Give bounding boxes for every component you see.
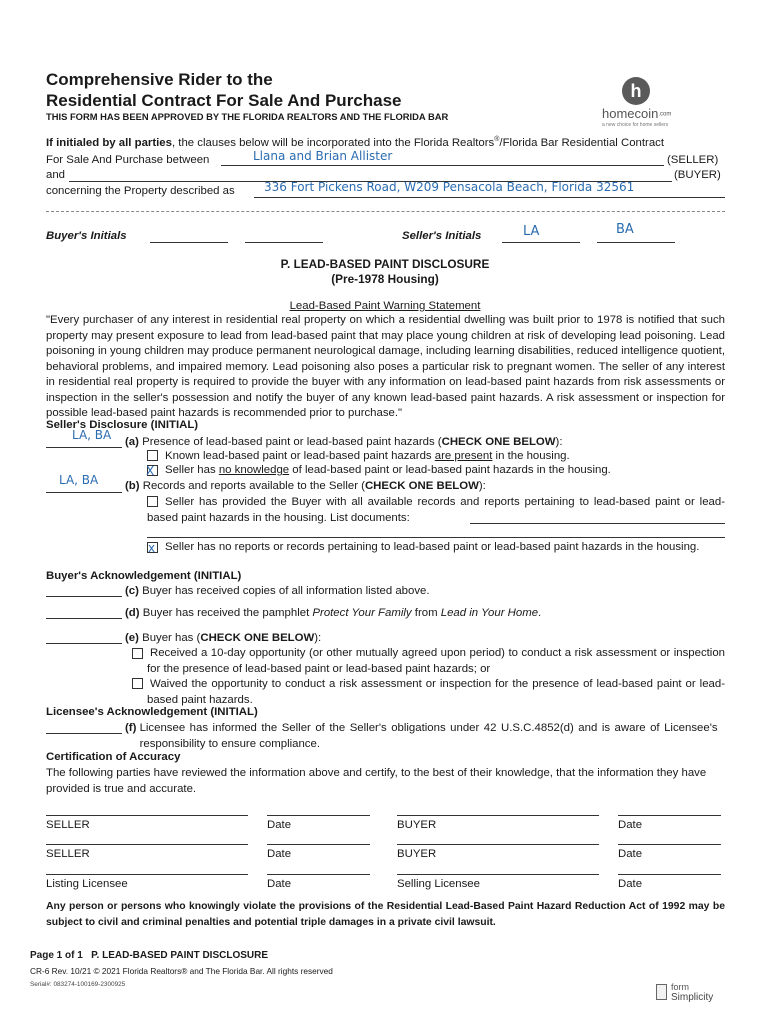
form-title-line1: Comprehensive Rider to the <box>46 70 273 89</box>
d-text-1: Buyer has received the pamphlet <box>142 607 313 619</box>
b-text-2: ): <box>478 480 486 492</box>
sig2-left-label: SELLER <box>46 848 90 860</box>
sig2-right-date: Date <box>618 848 643 860</box>
a-opt1-checkbox[interactable] <box>147 450 158 461</box>
fs-brand-2: Simplicity <box>671 992 714 1003</box>
logo-circle <box>622 77 650 105</box>
f-item <box>125 721 725 752</box>
footer-page <box>30 950 268 961</box>
sig1-right-date: Date <box>618 819 643 831</box>
logo-suffix: .com <box>658 111 672 118</box>
footer-rev: CR-6 Rev. 10/21 © 2021 Florida Realtors® and The Florida Bar. All rights reserved <box>30 966 333 976</box>
sig3-right-label: Selling Licensee <box>397 878 480 890</box>
d-label: (d) <box>125 607 140 619</box>
sig1-left-date-line[interactable] <box>267 815 370 816</box>
sig1-right-label: BUYER <box>397 819 437 831</box>
sig1-left-label: SELLER <box>46 819 90 831</box>
b-question <box>125 480 486 492</box>
homecoin-logo <box>596 77 676 132</box>
intro-bold-lead: If initialed by all parties <box>46 136 172 149</box>
e-text-2: ): <box>314 632 322 644</box>
a-opt2-check-mark: X <box>146 464 155 478</box>
sig3-left-date: Date <box>267 878 292 890</box>
for-sale-label: For Sale And Purchase between <box>46 154 210 166</box>
sig3-left-date-line[interactable] <box>267 874 370 875</box>
section-heading <box>0 257 770 287</box>
sig1-right-date-line[interactable] <box>618 815 721 816</box>
property-label: concerning the Property described as <box>46 185 235 197</box>
e-label: (e) <box>125 632 139 644</box>
certification-heading: Certification of Accuracy <box>46 751 181 763</box>
sig2-right-line[interactable] <box>397 844 599 845</box>
a-opt1-under: are present <box>434 450 493 462</box>
a-opt2 <box>165 464 611 476</box>
warning-text: "Every purchaser of any interest in residential real property on which a residential dwelling was built prior to 1978 is notified that such property may present exposure to lead from lead-based paint that may place young children at risk of developing lead poisoning. Lead poisoning in young children may produce permanent neurological damage, including learning disabilities, reduced intelligence quotient, behavioral problems, and impaired memory. Lead poisoning also poses a particular risk to pregnant women. The seller of any interest in residential real property is required to provide the buyer with any information on lead-based paint hazards from risk assessments or inspection in the seller's possession and notify the buyer of any known lead-based paint hazards. A risk assessment or inspection for possible lead-based paint hazards is recommended prior to purchase." <box>46 314 725 419</box>
intro-text1: , the clauses below will be incorporated into the Florida Realtors <box>171 136 495 149</box>
b-text-1: Records and reports available to the Seller ( <box>142 480 365 492</box>
a-opt1-text-2: in the housing. <box>492 450 570 462</box>
a-label: (a) <box>125 436 139 448</box>
property-line <box>254 197 725 198</box>
sig3-left-line[interactable] <box>46 874 248 875</box>
seller-initials-label: Seller's Initials <box>402 230 482 242</box>
buyer-initials-label: Buyer's Initials <box>46 230 127 242</box>
b-opt1 <box>147 495 725 526</box>
intro-line1 <box>46 136 664 149</box>
a-opt2-text-1: Seller has <box>165 464 219 476</box>
d-text-i1: Protect Your Family <box>312 607 412 619</box>
section-subtitle: (Pre-1978 Housing) <box>331 272 439 286</box>
e-text-1: Buyer has ( <box>142 632 201 644</box>
sig1-right-line[interactable] <box>397 815 599 816</box>
c-label: (c) <box>125 585 139 597</box>
a-opt1 <box>165 450 570 462</box>
c-item <box>125 585 430 597</box>
e-opt1-checkbox[interactable] <box>132 648 143 659</box>
footer-page-title: P. LEAD-BASED PAINT DISCLOSURE <box>91 950 269 961</box>
a-question <box>125 436 563 448</box>
d-initial-line[interactable] <box>46 618 122 619</box>
b-initials[interactable]: LA, BA <box>59 473 99 487</box>
d-text-2: from <box>411 607 441 619</box>
property-field[interactable]: 336 Fort Pickens Road, W209 Pensacola Beach, Florida 32561 <box>264 180 635 194</box>
e-opt2-text: Waived the opportunity to conduct a risk assessment or inspection for the presence of lead-based paint or lead-based paint hazards. <box>147 678 725 706</box>
a-opt1-text-1: Known lead-based paint or lead-based paint hazards <box>165 450 435 462</box>
seller-initial-2[interactable]: BA <box>616 222 634 237</box>
b-opt2 <box>147 540 725 556</box>
warning-title: Lead-Based Paint Warning Statement <box>289 300 481 312</box>
doc-icon <box>656 984 667 1000</box>
seller-initial-line-1 <box>502 242 580 243</box>
a-initials[interactable]: LA, BA <box>72 428 112 442</box>
sig3-right-date-line[interactable] <box>618 874 721 875</box>
e-initial-line[interactable] <box>46 643 122 644</box>
approval-note: THIS FORM HAS BEEN APPROVED BY THE FLORIDA REALTORS AND THE FLORIDA BAR <box>46 111 449 122</box>
certification-text: The following parties have reviewed the information above and certify, to the best of their knowledge, that the information they have provided is true and accurate. <box>46 767 707 795</box>
e-opt2-checkbox[interactable] <box>132 678 143 689</box>
form-title <box>46 69 402 111</box>
logo-tagline: a new choice for home sellers <box>602 122 669 128</box>
property-line-2 <box>46 211 725 212</box>
sig2-left-date: Date <box>267 848 292 860</box>
section-title: P. LEAD-BASED PAINT DISCLOSURE <box>280 257 490 271</box>
e-opt2 <box>147 677 725 708</box>
licensee-ack-heading: Licensee's Acknowledgement (INITIAL) <box>46 706 258 718</box>
sig2-left-date-line[interactable] <box>267 844 370 845</box>
and-label: and <box>46 169 66 181</box>
d-text-3: . <box>538 607 542 619</box>
sig2-right-label: BUYER <box>397 848 437 860</box>
d-text-i2: Lead in Your Home <box>440 607 539 619</box>
fs-brand-1: form <box>671 982 689 992</box>
f-text: Licensee has informed the Seller of the Seller's obligations under 42 U.S.C.4852(d) and is aware of Licensee's responsibility to ensure compliance. <box>139 722 718 750</box>
b-label: (b) <box>125 480 140 492</box>
a-opt2-under: no knowledge <box>218 464 290 476</box>
e-opt1 <box>147 646 725 677</box>
a-text-1: Presence of lead-based paint or lead-based paint hazards ( <box>142 436 442 448</box>
buyer-initial-1[interactable] <box>150 242 228 243</box>
seller-disclosure-heading: Seller's Disclosure (INITIAL) <box>46 419 199 431</box>
seller-name-field[interactable]: Llana and Brian Allister <box>253 149 393 163</box>
seller-initial-line-2 <box>597 242 675 243</box>
b-text-bold: CHECK ONE BELOW <box>364 480 479 492</box>
seller-tag: (SELLER) <box>667 154 719 166</box>
buyer-initial-2[interactable] <box>245 242 323 243</box>
a-opt2-text-2: of lead-based paint or lead-based paint hazards in the housing. <box>289 464 611 476</box>
footer-serial: Serial#: 083274-100169-2300925 <box>30 981 126 988</box>
logo-letter: h <box>630 81 642 101</box>
sig2-left-line[interactable] <box>46 844 248 845</box>
c-text: Buyer has received copies of all information listed above. <box>142 585 430 597</box>
intro-text2: /Florida Bar Residential Contract <box>499 136 665 149</box>
b-opt1-text: Seller has provided the Buyer with all available records and reports pertaining to lead-based paint or lead-based paint hazards in the housing. List documents: <box>147 496 725 524</box>
f-initial-line[interactable] <box>46 733 122 734</box>
b-opt2-check-mark: x <box>148 541 156 555</box>
logo-brand: homecoin <box>602 106 659 121</box>
a-text-bold: CHECK ONE BELOW <box>441 436 556 448</box>
documents-line-1[interactable] <box>470 523 725 524</box>
buyer-tag: (BUYER) <box>674 169 721 181</box>
formsimplicity-logo <box>656 984 736 1006</box>
sig3-left-label: Listing Licensee <box>46 878 128 890</box>
seller-name-line <box>221 165 664 166</box>
a-text-2: ): <box>555 436 563 448</box>
seller-initial-1[interactable]: LA <box>523 224 540 239</box>
e-text-bold: CHECK ONE BELOW <box>200 632 315 644</box>
sig1-left-date: Date <box>267 819 292 831</box>
form-title-line2: Residential Contract For Sale And Purchase <box>46 91 402 110</box>
a-initial-line <box>46 447 122 448</box>
footer-page-number: Page 1 of 1 <box>30 950 83 961</box>
c-initial-line[interactable] <box>46 596 122 597</box>
f-label: (f) <box>125 722 137 734</box>
penalty-warning: Any person or persons who knowingly violate the provisions of the Residential Lead-Based Paint Hazard Reduction Act of 1992 may be subject to civil and criminal penalties and potential triple damages in a private civil lawsuit. <box>46 901 725 928</box>
d-item <box>125 607 541 619</box>
e-opt1-text: Received a 10-day opportunity (or other mutually agreed upon period) to conduct a risk assessment or inspection for the presence of lead-based paint or lead-based paint hazards; or <box>147 647 725 675</box>
e-question <box>125 632 321 644</box>
b-initial-line <box>46 492 122 493</box>
sig1-left-line[interactable] <box>46 815 248 816</box>
sig2-right-date-line[interactable] <box>618 844 721 845</box>
sig3-right-date: Date <box>618 878 643 890</box>
documents-line-2[interactable] <box>147 537 725 538</box>
sig3-right-line[interactable] <box>397 874 599 875</box>
buyer-ack-heading: Buyer's Acknowledgement (INITIAL) <box>46 570 242 582</box>
intro-sup: ® <box>494 136 500 143</box>
b-opt2-text: Seller has no reports or records pertaining to lead-based paint or lead-based paint hazards in the housing. <box>165 541 700 553</box>
